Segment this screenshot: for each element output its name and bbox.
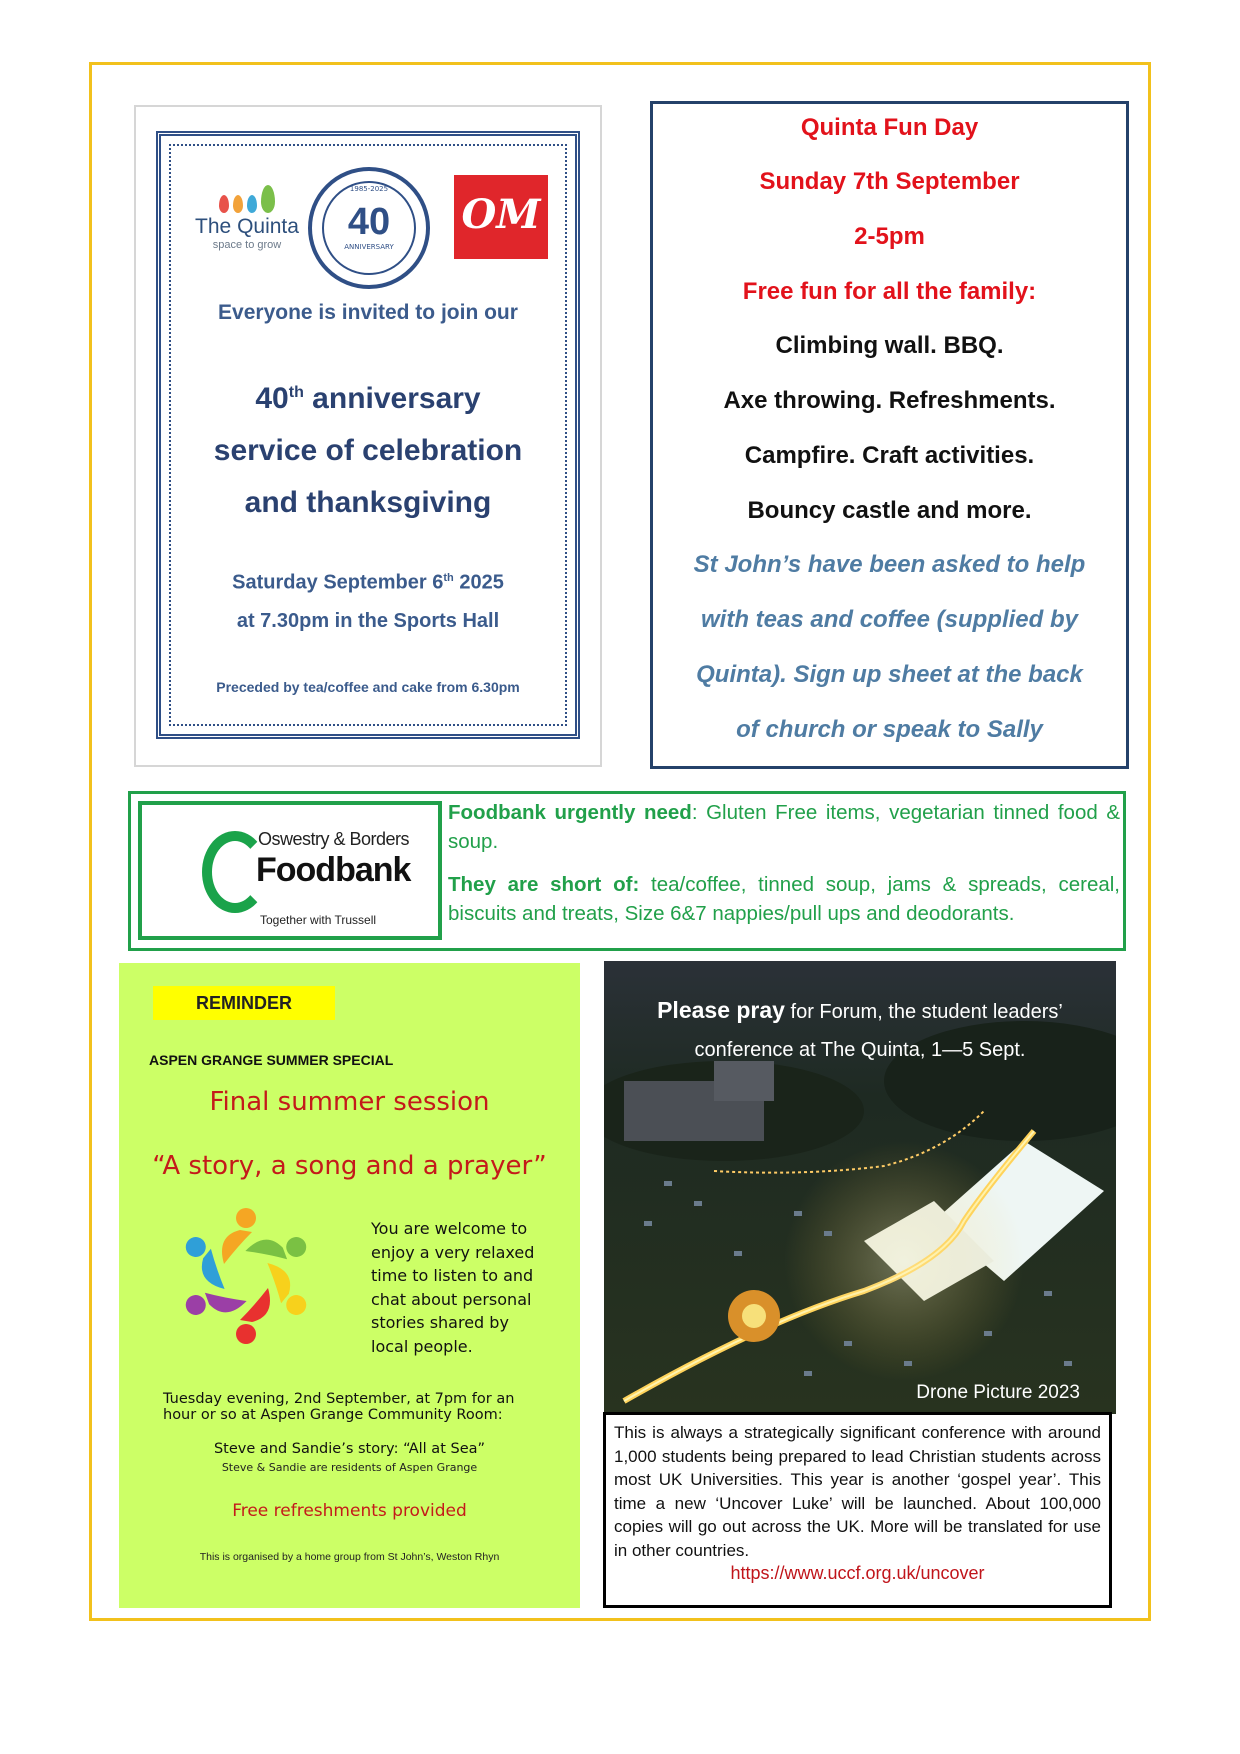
foodbank-need: Foodbank urgently need: Gluten Free items, vegetarian tinned food & soup. [448,801,1120,853]
funday-activity: Axe throwing. Refreshments. [723,387,1056,414]
funday-help-line: with teas and coffee (supplied by [701,606,1078,633]
foodbank-logo-line1: Oswestry & Borders [258,829,410,849]
seal-text: ANNIVERSARY [344,243,394,251]
foodbank-logo [138,801,442,940]
aspen-steve: Steve and Sandie’s story: “All at Sea” [213,1441,486,1457]
funday-free: Free fun for all the family: [742,278,1037,305]
pray-text: Please pray for Forum, the student leaders’ conference at The Quinta, 1—5 Sept. [657,997,1063,1061]
aspen-final: Final summer session [209,1087,490,1117]
quinta-logo [192,177,302,251]
funday-title: Quinta Fun Day [800,114,979,141]
funday-box [650,101,1129,769]
funday-date: Sunday 7th September [759,168,1020,195]
quinta-logo-tagline: space to grow [212,239,282,251]
drone-photo [604,961,1116,1414]
funday-help-line: Quinta). Sign up sheet at the back [696,661,1083,688]
aspen-grange-flyer [119,963,580,1608]
community-people-icon [171,1201,321,1351]
anniversary-poster [134,105,602,767]
funday-activity: Campfire. Craft activities. [744,442,1035,469]
foodbank-text [448,798,1120,942]
foodbank-logo-line2: Foodbank [256,851,411,889]
om-logo [454,175,548,259]
conference-text: This is always a strategically significant conference with around 1,000 students being prepared to lead Christian students across most UK Universities. This year is another ‘gospel year’. This time a new ‘Uncover Luke’ will be launched. About 100,000 copies will go out across the UK. More will be translated for use in other countries. [614,1423,1101,1560]
poster-title: 40th anniversary service of celebration and thanksgiving [213,382,523,519]
funday-time: 2-5pm [854,223,925,250]
foodbank-logo-line3: Together with Trussell [260,913,377,927]
poster-preceded: Preceded by tea/coffee and cake from 6.30pm [216,679,520,695]
funday-activity: Bouncy castle and more. [747,497,1032,524]
reminder-badge: REMINDER [153,986,335,1020]
uncover-link[interactable]: https://www.uccf.org.uk/uncover [730,1563,985,1583]
quinta-logo-name: The Quinta [195,215,299,238]
funday-activity: Climbing wall. BBQ. [775,332,1004,359]
foodbank-short: They are short of: tea/coffee, tinned soup, jams & spreads, cereal, biscuits and treats, Size 6&7 nappies/pull ups and deodorants. [448,873,1120,925]
anniversary-seal [308,167,430,289]
aspen-organised: This is organised by a home group from St John’s, Weston Rhyn [199,1551,500,1563]
conference-box [603,1412,1112,1608]
aspen-free: Free refreshments provided [232,1501,467,1521]
aspen-story-title: “A story, a song and a prayer” [152,1151,547,1181]
poster-invite: Everyone is invited to join our [218,301,518,324]
funday-help-line: St John’s have been asked to help [693,551,1086,578]
aspen-heading: ASPEN GRANGE SUMMER SPECIAL [149,1052,394,1068]
om-logo-letters: OM [461,191,541,238]
seal-number: 40 [347,201,391,243]
funday-help-line: of church or speak to Sally [736,716,1043,743]
aspen-steve-sub: Steve & Sandie are residents of Aspen Grange [221,1461,478,1474]
aspen-welcome: You are welcome to enjoy a very relaxed time to listen to and chat about personal stories shared by local people. [371,1219,535,1356]
seal-years: 1985-2025 [349,185,389,193]
aspen-tuesday: Tuesday evening, 2nd September, at 7pm for an hour or so at Aspen Grange Community Room: [163,1391,515,1423]
poster-date: Saturday September 6th 2025 at 7.30pm in the Sports Hall [232,571,504,632]
photo-credit: Drone Picture 2023 [916,1382,1080,1403]
